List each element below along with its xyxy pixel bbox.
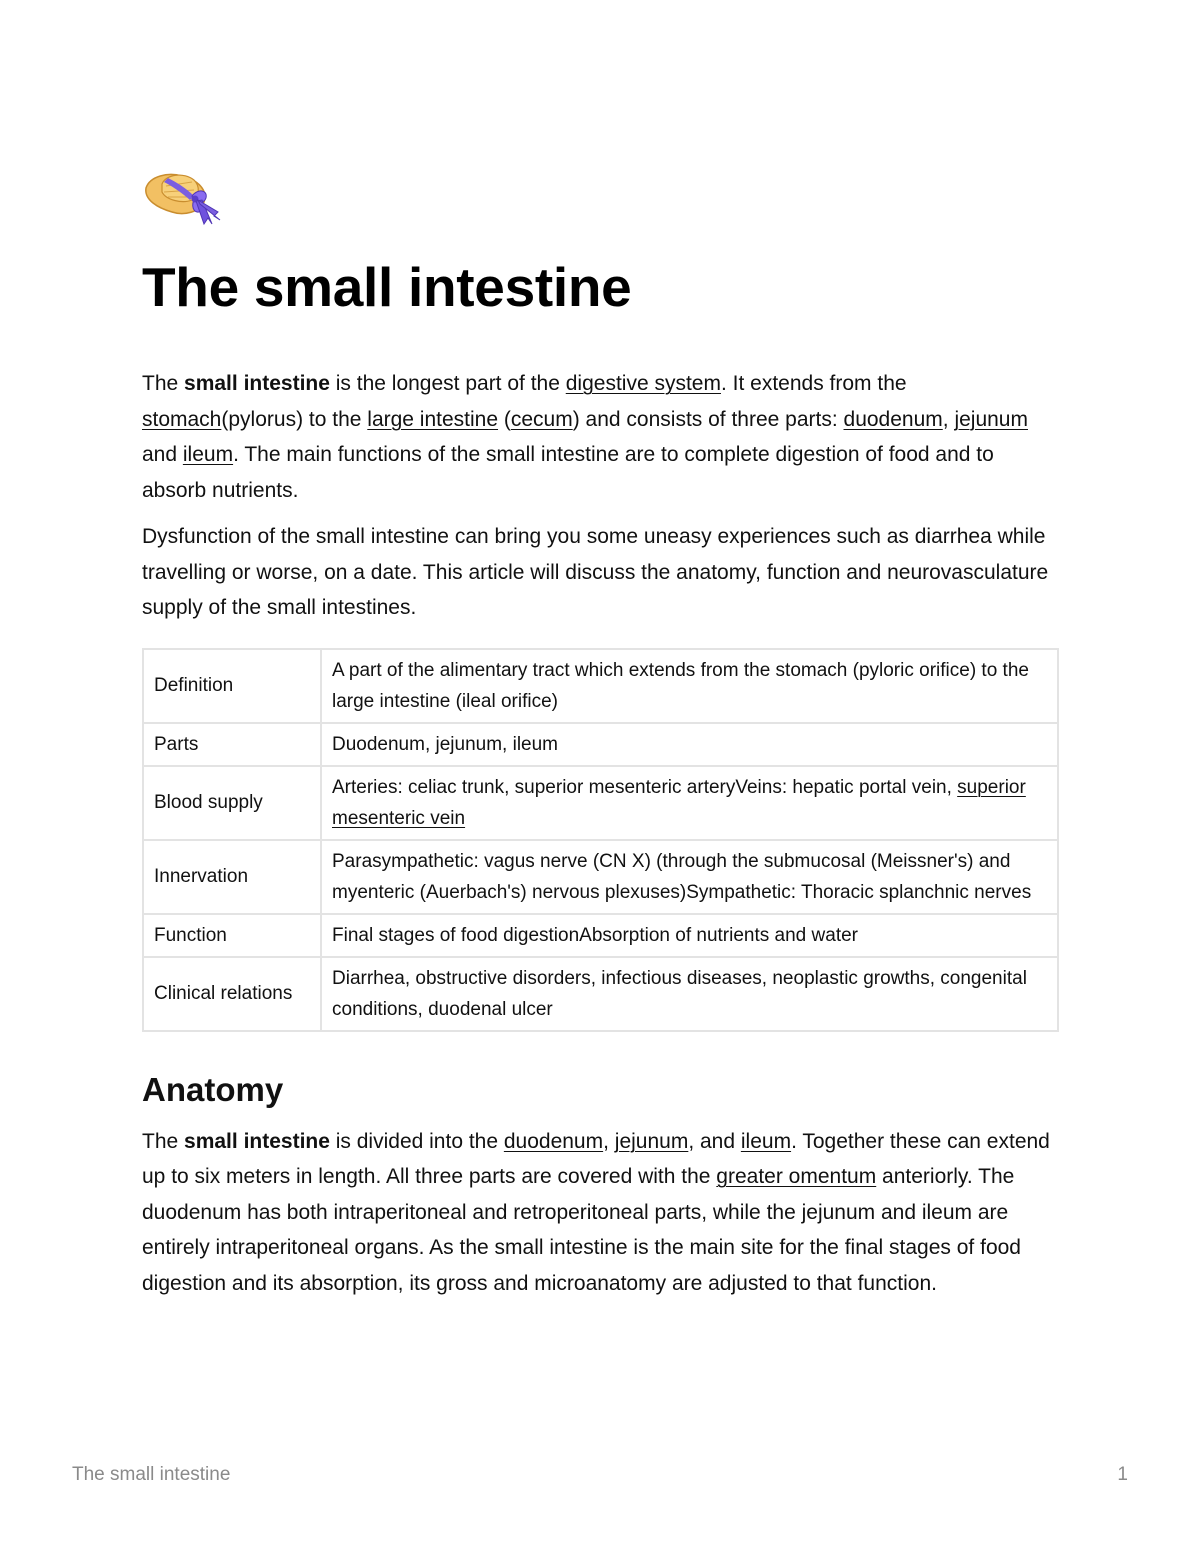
link-greater-omentum[interactable]: greater omentum bbox=[716, 1165, 877, 1188]
link-duodenum[interactable]: duodenum bbox=[503, 1129, 604, 1153]
intro-paragraph bbox=[142, 366, 1062, 508]
text-span: , bbox=[942, 407, 955, 431]
table-row bbox=[143, 649, 1058, 723]
anatomy-paragraph bbox=[142, 1124, 1062, 1302]
link-ileum[interactable]: ileum bbox=[740, 1129, 792, 1153]
row-value-text: Arteries: celiac trunk, superior mesenteric arteryVeins: hepatic portal vein, bbox=[332, 776, 958, 798]
footer-title: The small intestine bbox=[72, 1464, 231, 1485]
row-value: A part of the alimentary tract which extends from the stomach (pyloric orifice) to the large intestine (ileal orifice) bbox=[321, 649, 1058, 723]
article-body bbox=[142, 366, 1062, 1301]
bold-term: small intestine bbox=[184, 372, 330, 395]
row-value: Duodenum, jejunum, ileum bbox=[321, 723, 1058, 766]
link-jejunum[interactable]: jejunum bbox=[954, 407, 1028, 431]
row-label: Definition bbox=[143, 649, 321, 723]
link-large-intestine[interactable]: large intestine bbox=[367, 407, 499, 431]
text-span: and bbox=[142, 443, 183, 466]
page-number: 1 bbox=[1117, 1464, 1128, 1485]
row-label: Clinical relations bbox=[143, 957, 321, 1031]
text-span: . The main functions of the small intestine are to complete digestion of food and to absorb nutrients. bbox=[142, 443, 994, 502]
text-span: The bbox=[142, 372, 185, 395]
row-label: Parts bbox=[143, 723, 321, 766]
link-stomach[interactable]: stomach bbox=[142, 407, 222, 431]
link-ileum[interactable]: ileum bbox=[182, 443, 234, 466]
text-span: , and bbox=[688, 1129, 741, 1153]
text-span: . It extends from the bbox=[720, 372, 907, 395]
text-span: ( bbox=[498, 407, 511, 431]
table-row bbox=[143, 766, 1058, 840]
table-row bbox=[143, 957, 1058, 1031]
text-span: (pylorus) to the bbox=[221, 407, 368, 431]
row-label: Innervation bbox=[143, 840, 321, 914]
link-cecum[interactable]: cecum bbox=[510, 407, 573, 431]
table-row bbox=[143, 840, 1058, 914]
page-title: The small intestine bbox=[142, 256, 632, 318]
straw-hat-with-ribbon-icon bbox=[142, 166, 228, 230]
text-span: is divided into the bbox=[329, 1129, 504, 1153]
row-value: Parasympathetic: vagus nerve (CN X) (through the submucosal (Meissner's) and myenteric (Auerbach's) nervous plexuses)Sympathetic: Thoracic splanchnic nerves bbox=[321, 840, 1058, 914]
text-span: The bbox=[142, 1129, 185, 1153]
row-label: Function bbox=[143, 914, 321, 957]
row-value: Final stages of food digestionAbsorption of nutrients and water bbox=[321, 914, 1058, 957]
summary-table bbox=[142, 648, 1059, 1032]
table-row bbox=[143, 914, 1058, 957]
row-value bbox=[321, 766, 1058, 840]
text-span: ) and consists of three parts: bbox=[572, 407, 844, 431]
row-value: Diarrhea, obstructive disorders, infectious diseases, neoplastic growths, congenital conditions, duodenal ulcer bbox=[321, 957, 1058, 1031]
link-jejunum[interactable]: jejunum bbox=[614, 1129, 689, 1153]
text-span: is the longest part of the bbox=[329, 372, 566, 395]
row-label: Blood supply bbox=[143, 766, 321, 840]
table-row bbox=[143, 723, 1058, 766]
section-heading-anatomy: Anatomy bbox=[142, 1070, 284, 1108]
text-span: . Together these can extend up to six meters in length. All three parts are covered with the bbox=[142, 1129, 1050, 1188]
text-span: , bbox=[603, 1129, 615, 1153]
link-digestive-system[interactable]: digestive system bbox=[565, 372, 721, 395]
dysfunction-paragraph: Dysfunction of the small intestine can bring you some uneasy experiences such as diarrhea while travelling or worse, on a date. This article will discuss the anatomy, function and neurovasculature supply of the small intestines. bbox=[142, 525, 1049, 619]
link-duodenum[interactable]: duodenum bbox=[843, 407, 943, 431]
bold-term: small intestine bbox=[184, 1129, 330, 1153]
link-superior-mesenteric-vein[interactable]: superior mesenteric vein bbox=[332, 776, 1026, 829]
text-span: anteriorly. The duodenum has both intraperitoneal and retroperitoneal parts, while the jejunum and ileum are entirely intraperitoneal organs. As the small intestine is the main site for the final stages of food digestion and its absorption, its gross and microanatomy are adjusted to that function. bbox=[142, 1165, 1021, 1295]
